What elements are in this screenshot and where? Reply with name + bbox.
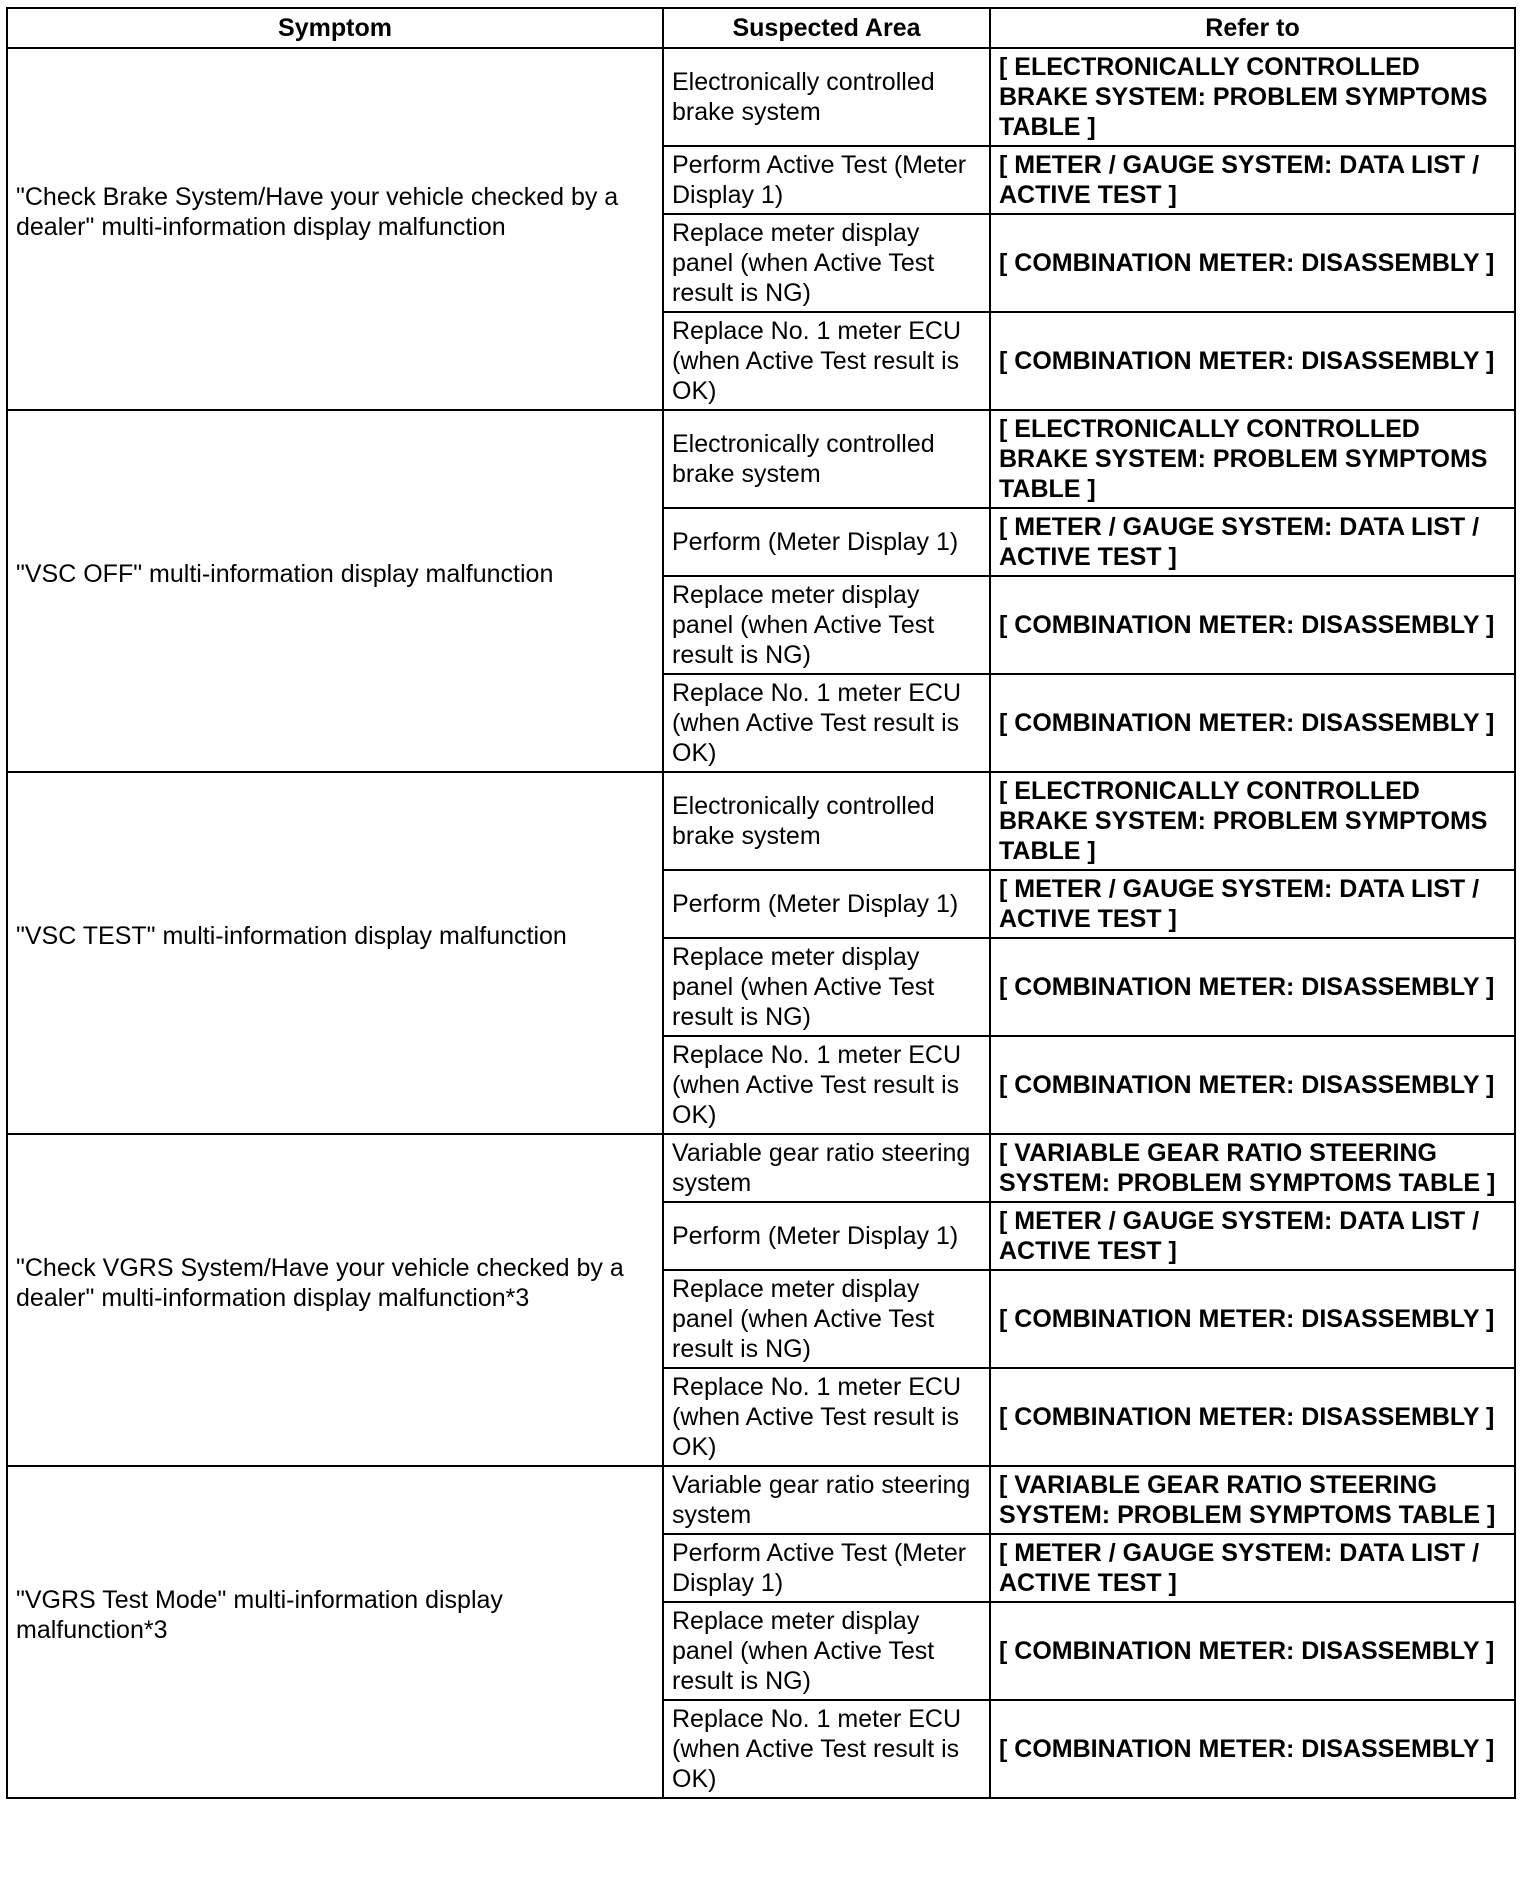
header-refer-to: Refer to xyxy=(990,8,1515,48)
suspected-area-cell: Replace No. 1 meter ECU (when Active Test result is OK) xyxy=(663,1036,990,1134)
suspected-area-cell: Perform (Meter Display 1) xyxy=(663,870,990,938)
suspected-area-cell: Replace meter display panel (when Active Test result is NG) xyxy=(663,938,990,1036)
refer-to-cell: [ VARIABLE GEAR RATIO STEERING SYSTEM: PROBLEM SYMPTOMS TABLE ] xyxy=(990,1466,1515,1534)
refer-to-cell: [ COMBINATION METER: DISASSEMBLY ] xyxy=(990,674,1515,772)
suspected-area-cell: Electronically controlled brake system xyxy=(663,410,990,508)
problem-symptoms-table xyxy=(6,7,1516,1799)
suspected-area-cell: Replace meter display panel (when Active Test result is NG) xyxy=(663,1602,990,1700)
suspected-area-cell: Perform Active Test (Meter Display 1) xyxy=(663,146,990,214)
refer-to-cell: [ COMBINATION METER: DISASSEMBLY ] xyxy=(990,1270,1515,1368)
refer-to-cell: [ COMBINATION METER: DISASSEMBLY ] xyxy=(990,1036,1515,1134)
suspected-area-cell: Perform (Meter Display 1) xyxy=(663,508,990,576)
refer-to-cell: [ COMBINATION METER: DISASSEMBLY ] xyxy=(990,938,1515,1036)
symptom-cell: "Check VGRS System/Have your vehicle checked by a dealer" multi-information display malfunction*3 xyxy=(7,1134,663,1466)
refer-to-cell: [ COMBINATION METER: DISASSEMBLY ] xyxy=(990,214,1515,312)
suspected-area-cell: Replace No. 1 meter ECU (when Active Test result is OK) xyxy=(663,312,990,410)
refer-to-cell: [ METER / GAUGE SYSTEM: DATA LIST / ACTIVE TEST ] xyxy=(990,508,1515,576)
suspected-area-cell: Variable gear ratio steering system xyxy=(663,1466,990,1534)
table-row xyxy=(7,1466,1515,1534)
suspected-area-cell: Replace No. 1 meter ECU (when Active Test result is OK) xyxy=(663,1368,990,1466)
refer-to-cell: [ COMBINATION METER: DISASSEMBLY ] xyxy=(990,1602,1515,1700)
refer-to-cell: [ ELECTRONICALLY CONTROLLED BRAKE SYSTEM: PROBLEM SYMPTOMS TABLE ] xyxy=(990,48,1515,146)
refer-to-cell: [ COMBINATION METER: DISASSEMBLY ] xyxy=(990,1368,1515,1466)
symptom-cell: "VSC OFF" multi-information display malfunction xyxy=(7,410,663,772)
symptom-cell: "Check Brake System/Have your vehicle checked by a dealer" multi-information display malfunction xyxy=(7,48,663,410)
suspected-area-cell: Replace meter display panel (when Active Test result is NG) xyxy=(663,1270,990,1368)
refer-to-cell: [ ELECTRONICALLY CONTROLLED BRAKE SYSTEM: PROBLEM SYMPTOMS TABLE ] xyxy=(990,772,1515,870)
suspected-area-cell: Replace No. 1 meter ECU (when Active Test result is OK) xyxy=(663,674,990,772)
table-row xyxy=(7,1134,1515,1202)
symptom-cell: "VSC TEST" multi-information display malfunction xyxy=(7,772,663,1134)
suspected-area-cell: Electronically controlled brake system xyxy=(663,48,990,146)
symptom-cell: "VGRS Test Mode" multi-information display malfunction*3 xyxy=(7,1466,663,1798)
refer-to-cell: [ COMBINATION METER: DISASSEMBLY ] xyxy=(990,312,1515,410)
header-symptom: Symptom xyxy=(7,8,663,48)
suspected-area-cell: Variable gear ratio steering system xyxy=(663,1134,990,1202)
suspected-area-cell: Perform (Meter Display 1) xyxy=(663,1202,990,1270)
refer-to-cell: [ METER / GAUGE SYSTEM: DATA LIST / ACTIVE TEST ] xyxy=(990,1534,1515,1602)
refer-to-cell: [ COMBINATION METER: DISASSEMBLY ] xyxy=(990,576,1515,674)
header-suspected-area: Suspected Area xyxy=(663,8,990,48)
refer-to-cell: [ COMBINATION METER: DISASSEMBLY ] xyxy=(990,1700,1515,1798)
table-row xyxy=(7,48,1515,146)
suspected-area-cell: Perform Active Test (Meter Display 1) xyxy=(663,1534,990,1602)
suspected-area-cell: Electronically controlled brake system xyxy=(663,772,990,870)
suspected-area-cell: Replace No. 1 meter ECU (when Active Test result is OK) xyxy=(663,1700,990,1798)
suspected-area-cell: Replace meter display panel (when Active Test result is NG) xyxy=(663,214,990,312)
refer-to-cell: [ ELECTRONICALLY CONTROLLED BRAKE SYSTEM: PROBLEM SYMPTOMS TABLE ] xyxy=(990,410,1515,508)
refer-to-cell: [ METER / GAUGE SYSTEM: DATA LIST / ACTIVE TEST ] xyxy=(990,146,1515,214)
table-row xyxy=(7,772,1515,870)
refer-to-cell: [ METER / GAUGE SYSTEM: DATA LIST / ACTIVE TEST ] xyxy=(990,1202,1515,1270)
table-row xyxy=(7,410,1515,508)
refer-to-cell: [ VARIABLE GEAR RATIO STEERING SYSTEM: PROBLEM SYMPTOMS TABLE ] xyxy=(990,1134,1515,1202)
refer-to-cell: [ METER / GAUGE SYSTEM: DATA LIST / ACTIVE TEST ] xyxy=(990,870,1515,938)
table-header-row xyxy=(7,8,1515,48)
suspected-area-cell: Replace meter display panel (when Active Test result is NG) xyxy=(663,576,990,674)
